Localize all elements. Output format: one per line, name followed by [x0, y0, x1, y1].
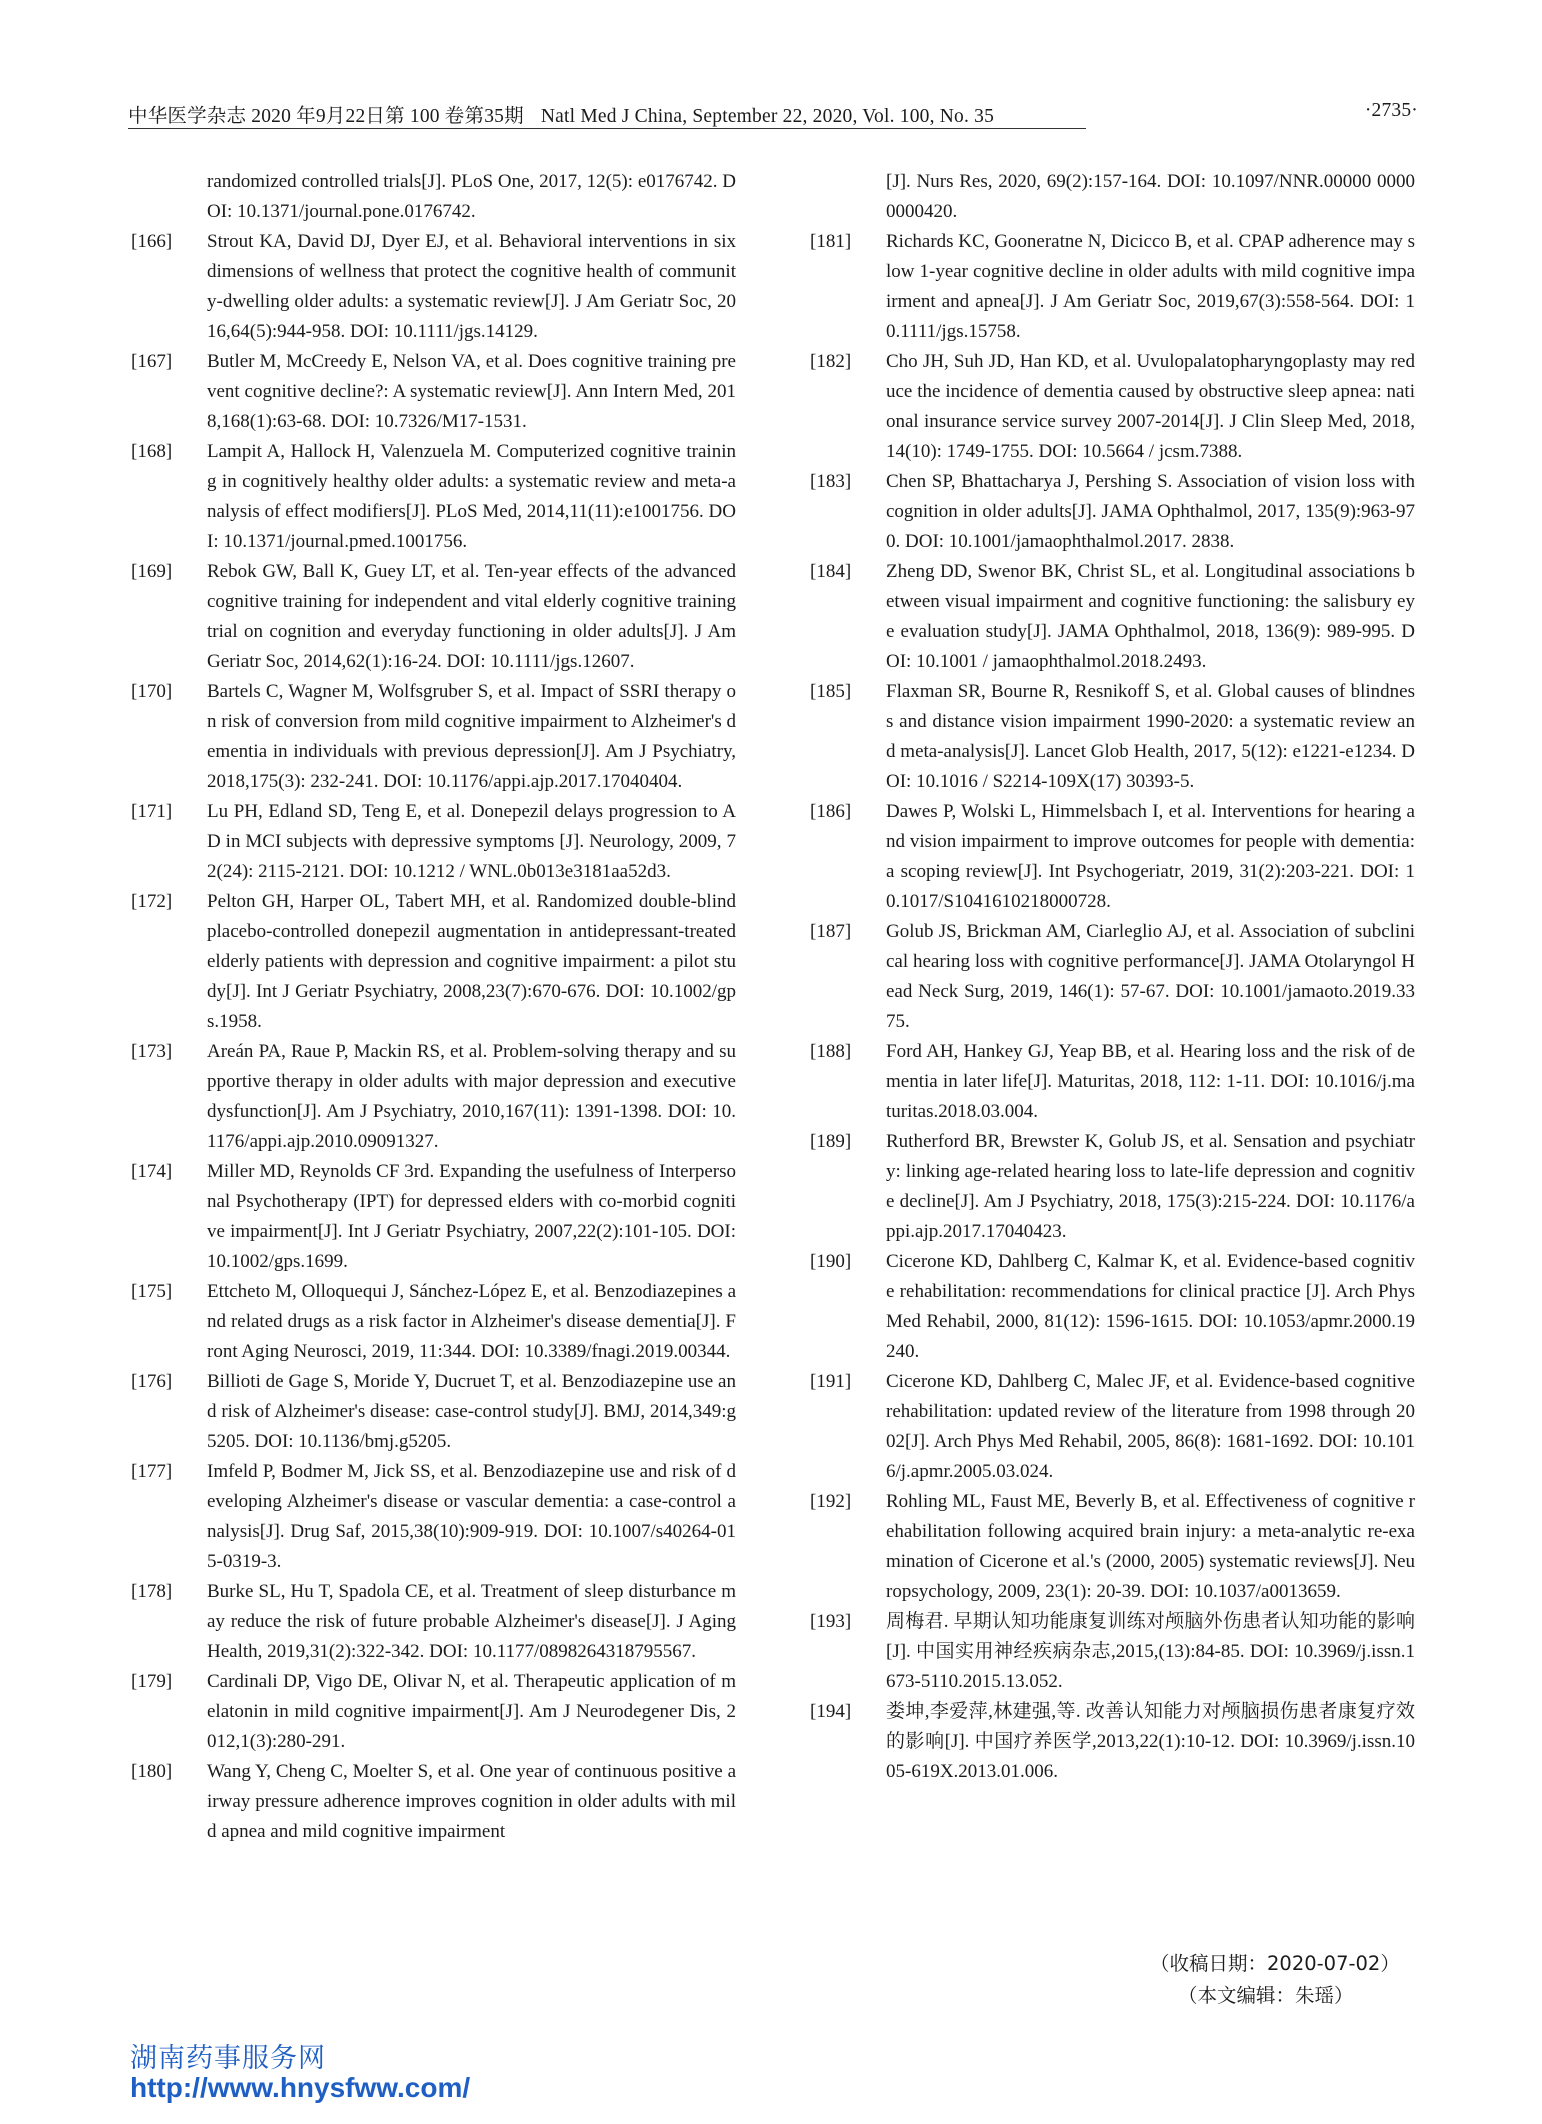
- reference-number: [171]: [131, 801, 173, 822]
- reference-text: Dawes P, Wolski L, Himmelsbach I, et al. Interventions for hearing and vision impairment to improve outcomes for people with dementia: a scoping review[J]. Int Psychogeriatr, 2019, 31(2):203-221. DOI: 10.1017/S1041610218000728.: [886, 801, 1415, 912]
- reference-text: Cho JH, Suh JD, Han KD, et al. Uvulopalatopharyngoplasty may reduce the incidence of dementia caused by obstructive sleep apnea: national insurance service survey 2007-2014[J]. J Clin Sleep Med, 2018, 14(10): 1749-1755. DOI: 10.5664 / jcsm.7388.: [886, 351, 1415, 462]
- reference-item: [810, 1607, 1415, 1697]
- reference-number: [183]: [810, 471, 852, 492]
- reference-item: [810, 227, 1415, 347]
- received-date: （收稿日期：2020-07-02）: [1150, 1952, 1400, 1975]
- reference-text: Golub JS, Brickman AM, Ciarleglio AJ, et al. Association of subclinical hearing loss with cognitive performance[J]. JAMA Otolaryngol Head Neck Surg, 2019, 146(1): 57-67. DOI: 10.1001/jamaoto.2019.3375.: [886, 921, 1415, 1032]
- reference-text: Areán PA, Raue P, Mackin RS, et al. Problem-solving therapy and supportive therapy in older adults with major depression and executive dysfunction[J]. Am J Psychiatry, 2010,167(11): 1391-1398. DOI: 10.1176/appi.ajp.2010.09091327.: [207, 1041, 736, 1152]
- reference-item: [131, 1277, 736, 1367]
- reference-number: [178]: [131, 1581, 173, 1602]
- reference-item: [131, 1757, 736, 1847]
- reference-column-right: [810, 167, 1415, 1787]
- reference-number: [193]: [810, 1611, 852, 1632]
- reference-text: Ettcheto M, Olloquequi J, Sánchez-López E, et al. Benzodiazepines and related drugs as a risk factor in Alzheimer's disease dementia[J]. Front Aging Neurosci, 2019, 11:344. DOI: 10.3389/fnagi.2019.00344.: [207, 1281, 736, 1362]
- reference-text: Wang Y, Cheng C, Moelter S, et al. One year of continuous positive airway pressure adherence improves cognition in older adults with mild apnea and mild cognitive impairment: [207, 1761, 736, 1842]
- reference-text: Zheng DD, Swenor BK, Christ SL, et al. Longitudinal associations between visual impairment and cognitive functioning: the salisbury eye evaluation study[J]. JAMA Ophthalmol, 2018, 136(9): 989-995. DOI: 10.1001 / jamaophthalmol.2018.2493.: [886, 561, 1415, 672]
- reference-text: Imfeld P, Bodmer M, Jick SS, et al. Benzodiazepine use and risk of developing Alzheimer's disease or vascular dementia: a case-control analysis[J]. Drug Saf, 2015,38(10):909-919. DOI: 10.1007/s40264-015-0319-3.: [207, 1461, 736, 1572]
- reference-text: Miller MD, Reynolds CF 3rd. Expanding the usefulness of Interpersonal Psychotherapy (IPT) for depressed elders with co-morbid cognitive impairment[J]. Int J Geriatr Psychiatry, 2007,22(2):101-105. DOI: 10.1002/gps.1699.: [207, 1161, 736, 1272]
- reference-text: Bartels C, Wagner M, Wolfsgruber S, et al. Impact of SSRI therapy on risk of conversion from mild cognitive impairment to Alzheimer's dementia in individuals with previous depression[J]. Am J Psychiatry, 2018,175(3): 232-241. DOI: 10.1176/appi.ajp.2017.17040404.: [207, 681, 736, 792]
- reference-number: [169]: [131, 561, 173, 582]
- editor-note: （本文编辑：朱瑶）: [1178, 1984, 1354, 2007]
- reference-number: [177]: [131, 1461, 173, 1482]
- header-rule: [128, 128, 1086, 129]
- reference-text: Richards KC, Gooneratne N, Dicicco B, et al. CPAP adherence may slow 1-year cognitive decline in older adults with mild cognitive impairment and apnea[J]. J Am Geriatr Soc, 2019,67(3):558-564. DOI: 10.1111/jgs.15758.: [886, 231, 1415, 342]
- reference-text: Cardinali DP, Vigo DE, Olivar N, et al. Therapeutic application of melatonin in mild cognitive impairment[J]. Am J Neurodegener Dis, 2012,1(3):280-291.: [207, 1671, 736, 1752]
- reference-text: randomized controlled trials[J]. PLoS One, 2017, 12(5): e0176742. DOI: 10.1371/journal.pone.0176742.: [207, 171, 736, 222]
- reference-number: [182]: [810, 351, 852, 372]
- reference-text: Rohling ML, Faust ME, Beverly B, et al. Effectiveness of cognitive rehabilitation following acquired brain injury: a meta-analytic re-examination of Cicerone et al.'s (2000, 2005) systematic reviews[J]. Neuropsychology, 2009, 23(1): 20-39. DOI: 10.1037/a0013659.: [886, 1491, 1415, 1602]
- reference-number: [167]: [131, 351, 173, 372]
- watermark-url[interactable]: http://www.hnysfww.com/: [130, 2072, 471, 2103]
- reference-text: Lu PH, Edland SD, Teng E, et al. Donepezil delays progression to AD in MCI subjects with depressive symptoms [J]. Neurology, 2009, 72(24): 2115-2121. DOI: 10.1212 / WNL.0b013e3181aa52d3.: [207, 801, 736, 882]
- reference-item: [810, 797, 1415, 917]
- page-number: ·2735·: [1364, 100, 1418, 121]
- reference-item: [810, 1127, 1415, 1247]
- reference-item: [810, 1697, 1415, 1787]
- reference-number: [187]: [810, 921, 852, 942]
- reference-number: [166]: [131, 231, 173, 252]
- reference-text: Flaxman SR, Bourne R, Resnikoff S, et al. Global causes of blindness and distance vision impairment 1990-2020: a systematic review and meta-analysis[J]. Lancet Glob Health, 2017, 5(12): e1221-e1234. DOI: 10.1016 / S2214-109X(17) 30393-5.: [886, 681, 1415, 792]
- reference-number: [181]: [810, 231, 852, 252]
- reference-item: [131, 1457, 736, 1577]
- reference-number: [190]: [810, 1251, 852, 1272]
- reference-number: [176]: [131, 1371, 173, 1392]
- reference-item: [131, 167, 736, 227]
- reference-column-left: [131, 167, 736, 1847]
- reference-number: [173]: [131, 1041, 173, 1062]
- reference-item: [131, 1157, 736, 1277]
- reference-text: Lampit A, Hallock H, Valenzuela M. Computerized cognitive training in cognitively healthy older adults: a systematic review and meta-analysis of effect modifiers[J]. PLoS Med, 2014,11(11):e1001756. DOI: 10.1371/journal.pmed.1001756.: [207, 441, 736, 552]
- watermark-site-name: 湖南药事服务网: [130, 2043, 326, 2074]
- reference-text: Ford AH, Hankey GJ, Yeap BB, et al. Hearing loss and the risk of dementia in later life[J]. Maturitas, 2018, 112: 1-11. DOI: 10.1016/j.maturitas.2018.03.004.: [886, 1041, 1415, 1122]
- reference-item: [810, 1037, 1415, 1127]
- reference-item: [131, 347, 736, 437]
- reference-item: [810, 1487, 1415, 1607]
- reference-number: [191]: [810, 1371, 852, 1392]
- reference-item: [131, 1667, 736, 1757]
- reference-item: [131, 1367, 736, 1457]
- reference-text: Billioti de Gage S, Moride Y, Ducruet T, et al. Benzodiazepine use and risk of Alzheimer's disease: case-control study[J]. BMJ, 2014,349:g5205. DOI: 10.1136/bmj.g5205.: [207, 1371, 736, 1452]
- reference-number: [180]: [131, 1761, 173, 1782]
- running-header: [128, 100, 1418, 128]
- reference-text: Chen SP, Bhattacharya J, Pershing S. Association of vision loss with cognition in older adults[J]. JAMA Ophthalmol, 2017, 135(9):963-970. DOI: 10.1001/jamaophthalmol.2017. 2838.: [886, 471, 1415, 552]
- reference-item: [810, 467, 1415, 557]
- reference-item: [810, 677, 1415, 797]
- reference-item: [810, 167, 1415, 227]
- reference-text: 娄坤,李爱萍,林建强,等. 改善认知能力对颅脑损伤患者康复疗效的影响[J]. 中国疗养医学,2013,22(1):10-12. DOI: 10.3969/j.issn.1005-619X.2013.01.006.: [886, 1701, 1415, 1782]
- reference-number: [172]: [131, 891, 173, 912]
- reference-text: Pelton GH, Harper OL, Tabert MH, et al. Randomized double-blind placebo-controlled donepezil augmentation in antidepressant-treated elderly patients with depression and cognitive impairment: a pilot study[J]. Int J Geriatr Psychiatry, 2008,23(7):670-676. DOI: 10.1002/gps.1958.: [207, 891, 736, 1032]
- reference-item: [131, 437, 736, 557]
- reference-number: [184]: [810, 561, 852, 582]
- reference-number: [185]: [810, 681, 852, 702]
- reference-item: [810, 1247, 1415, 1367]
- reference-item: [131, 1577, 736, 1667]
- reference-number: [192]: [810, 1491, 852, 1512]
- reference-item: [131, 677, 736, 797]
- reference-number: [189]: [810, 1131, 852, 1152]
- reference-number: [188]: [810, 1041, 852, 1062]
- reference-text: Rutherford BR, Brewster K, Golub JS, et al. Sensation and psychiatry: linking age-related hearing loss to late-life depression and cognitive decline[J]. Am J Psychiatry, 2018, 175(3):215-224. DOI: 10.1176/appi.ajp.2017.17040423.: [886, 1131, 1415, 1242]
- reference-number: [174]: [131, 1161, 173, 1182]
- reference-text: Butler M, McCreedy E, Nelson VA, et al. Does cognitive training prevent cognitive decline?: A systematic review[J]. Ann Intern Med, 2018,168(1):63-68. DOI: 10.7326/M17-1531.: [207, 351, 736, 432]
- reference-text: [J]. Nurs Res, 2020, 69(2):157-164. DOI: 10.1097/NNR.00000 00000000420.: [886, 171, 1415, 222]
- reference-item: [810, 1367, 1415, 1487]
- reference-item: [131, 887, 736, 1037]
- reference-text: Burke SL, Hu T, Spadola CE, et al. Treatment of sleep disturbance may reduce the risk of future probable Alzheimer's disease[J]. J Aging Health, 2019,31(2):322-342. DOI: 10.1177/0898264318795567.: [207, 1581, 736, 1662]
- reference-item: [810, 557, 1415, 677]
- reference-number: [170]: [131, 681, 173, 702]
- reference-item: [810, 347, 1415, 467]
- reference-number: [168]: [131, 441, 173, 462]
- reference-text: Rebok GW, Ball K, Guey LT, et al. Ten-year effects of the advanced cognitive training for independent and vital elderly cognitive training trial on cognition and everyday functioning in older adults[J]. J Am Geriatr Soc, 2014,62(1):16-24. DOI: 10.1111/jgs.12607.: [207, 561, 736, 672]
- journal-title-cn: 中华医学杂志 2020 年9月22日第 100 卷第35期: [128, 106, 524, 127]
- reference-number: [175]: [131, 1281, 173, 1302]
- reference-text: 周梅君. 早期认知功能康复训练对颅脑外伤患者认知功能的影响[J]. 中国实用神经疾病杂志,2015,(13):84-85. DOI: 10.3969/j.issn.1673-5110.2015.13.052.: [886, 1611, 1415, 1692]
- reference-item: [131, 227, 736, 347]
- reference-number: [194]: [810, 1701, 852, 1722]
- reference-item: [131, 1037, 736, 1157]
- reference-item: [131, 797, 736, 887]
- reference-item: [131, 557, 736, 677]
- reference-item: [810, 917, 1415, 1037]
- reference-text: Cicerone KD, Dahlberg C, Malec JF, et al. Evidence-based cognitive rehabilitation: updated review of the literature from 1998 through 2002[J]. Arch Phys Med Rehabil, 2005, 86(8): 1681-1692. DOI: 10.1016/j.apmr.2005.03.024.: [886, 1371, 1415, 1482]
- reference-number: [179]: [131, 1671, 173, 1692]
- journal-title-en: Natl Med J China, September 22, 2020, Vol. 100, No. 35: [540, 106, 995, 127]
- reference-text: Strout KA, David DJ, Dyer EJ, et al. Behavioral interventions in six dimensions of wellness that protect the cognitive health of community-dwelling older adults: a systematic review[J]. J Am Geriatr Soc, 2016,64(5):944-958. DOI: 10.1111/jgs.14129.: [207, 231, 736, 342]
- reference-number: [186]: [810, 801, 852, 822]
- reference-text: Cicerone KD, Dahlberg C, Kalmar K, et al. Evidence-based cognitive rehabilitation: recommendations for clinical practice [J]. Arch Phys Med Rehabil, 2000, 81(12): 1596-1615. DOI: 10.1053/apmr.2000.19240.: [886, 1251, 1415, 1362]
